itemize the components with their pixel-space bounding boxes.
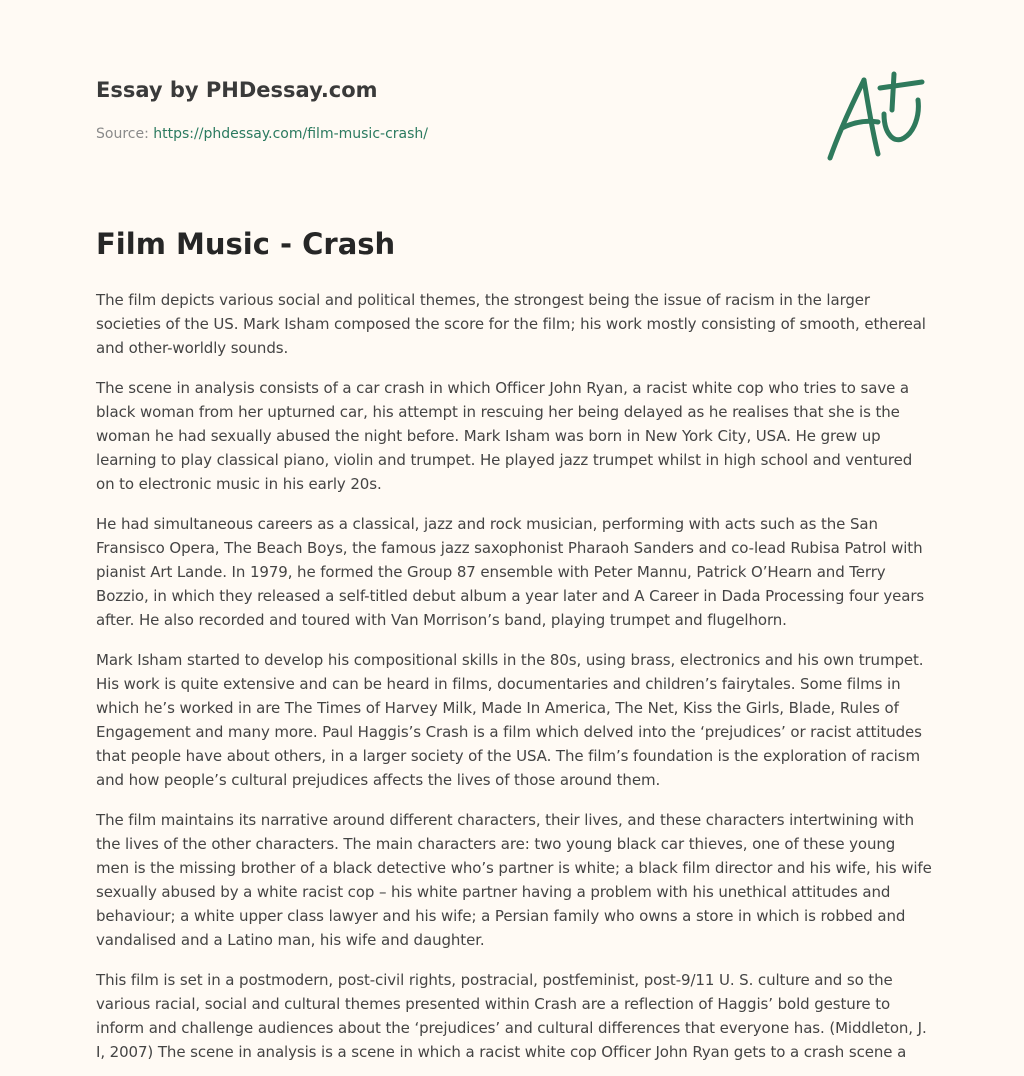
article-paragraph-3: He had simultaneous careers as a classical, jazz and rock musician, performing with acts such as the San Fransisco Opera, The Beach Boys, the famous jazz saxophonist Pharaoh Sanders and co-lead Rubisa Patrol with pianist Art Lande. In 1979, he formed the Group 87 ensemble with Peter Mannu, Patrick O’Hearn and Terry Bozzio, in which they released a self-titled debut album a year later and A Career in Dada Processing four years after. He also recorded and toured with Van Morrison’s band, playing trumpet and flugelhorn. [96, 515, 925, 629]
page-header [96, 76, 696, 144]
article-paragraph-6: This film is set in a postmodern, post-civil rights, postracial, postfeminist, post-9/11 U. S. culture and so the various racial, social and cultural themes presented within Crash are a reflection of Haggis’ bold gesture to inform and challenge audiences about the ‘prejudices’ and cultural differences that everyone has. (Middleton, J. I, 2007) The scene in analysis is a scene in which a racist white cop Officer John Ryan gets to a crash scene a [96, 971, 927, 1061]
site-title: Essay by PHDessay.com [96, 78, 378, 102]
source-label: Source: [96, 126, 154, 142]
article [96, 224, 932, 1076]
source-line [96, 124, 696, 144]
source-link[interactable]: https://phdessay.com/film-music-crash/ [153, 126, 428, 142]
article-paragraph-1: The film depicts various social and political themes, the strongest being the issue of racism in the larger societies of the US. Mark Isham composed the score for the film; his work mostly consisting of smooth, ethereal and other-worldly sounds. [96, 291, 926, 357]
article-paragraph-5: The film maintains its narrative around different characters, their lives, and these characters intertwining with the lives of the other characters. The main characters are: two young black car thieves, one of these young men is the missing brother of a black detective who’s partner is white; a black film director and his wife, his wife sexually abused by a white racist cop – his white partner having a problem with his unethical attitudes and behaviour; a white upper class lawyer and his wife; a Persian family who owns a store in which is robbed and vandalised and a Latino man, his wife and daughter. [96, 811, 932, 949]
article-paragraph-4: Mark Isham started to develop his compositional skills in the 80s, using brass, electronics and his own trumpet. His work is quite extensive and can be heard in films, documentaries and children’s fairytales. Some films in which he’s worked in are The Times of Harvey Milk, Made In America, The Net, Kiss the Girls, Blade, Rules of Engagement and many more. Paul Haggis’s Crash is a film which delved into the ‘prejudices’ or racist attitudes that people have about others, in a larger society of the USA. The film’s foundation is the exploration of racism and how people’s cultural prejudices affects the lives of those around them. [96, 651, 924, 789]
a-plus-icon [822, 68, 926, 164]
article-title: Film Music - Crash [96, 227, 396, 261]
article-paragraph-2: The scene in analysis consists of a car crash in which Officer John Ryan, a racist white cop who tries to save a black woman from her upturned car, his attempt in rescuing her being delayed as he realises that she is the woman he had sexually abused the night before. Mark Isham was born in New York City, USA. He grew up learning to play classical piano, violin and trumpet. He played jazz trumpet whilst in high school and ventured on to electronic music in his early 20s. [96, 379, 913, 493]
